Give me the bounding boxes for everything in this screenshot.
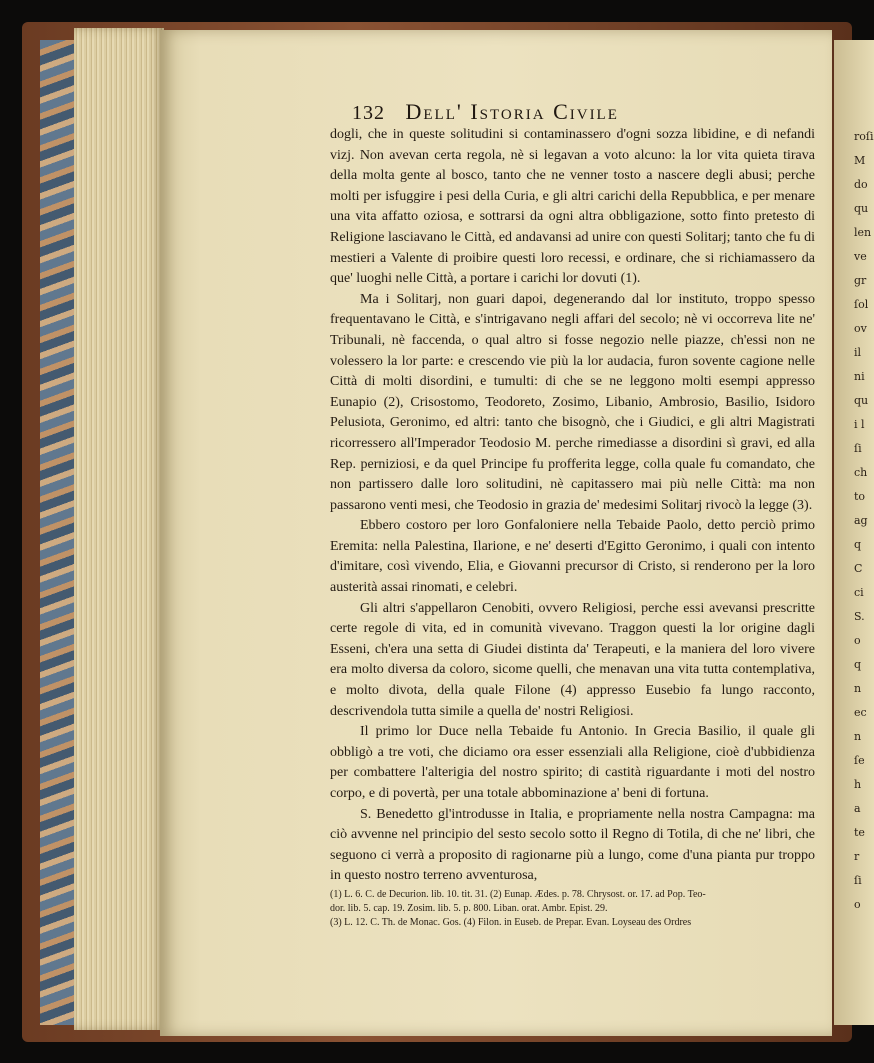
paragraph: Ebbero costoro per loro Gonfaloniere nella Tebaide Paolo, detto perciò primo Eremita: nella Palestina, Ilarione, e ne' deserti d'Egitto Geronimo, i quali con intento d'imitare, così vivendo, Elia, e Giovanni precursor di Cristo, si renderono per la loro austerità assai rinomati, e celebri. xyxy=(330,518,815,596)
facing-page-fragment: ve xyxy=(854,250,867,263)
facing-page-fragment: r xyxy=(854,850,860,863)
facing-page-fragment: len xyxy=(854,226,872,239)
facing-page-fragment: ni xyxy=(854,370,865,383)
facing-page-fragment: o xyxy=(854,898,861,911)
facing-page-fragment: C xyxy=(854,562,863,575)
paragraph: Il primo lor Duce nella Tebaide fu Antonio. In Grecia Basilio, il quale gli obbligò a tre voti, che diciamo ora esser essenziali alla Religione, cioè d'ubbidienza per combattere l'alterigia del nostro spirito; di castità riguardante i moti del nostro corpo, e di povertà, per una totale abbominazione a' beni di fortuna. xyxy=(330,724,815,801)
facing-page-fragment: M xyxy=(854,154,866,167)
paragraph: Gli altri s'appellaron Cenobiti, ovvero Religiosi, perche essi avevansi prescritte certe regole di vita, ed in comunità vivevano. Traggon questi la lor origine dagli Esseni, ch'era una setta di Giudei distinta da' Terapeuti, e la maniera del loro vivere era molto diversa da coloro, sicome quelli, che menavan una vita tutta contemplativa, e molto divota, della quale Filone (4) appresso Eusebio fa lungo racconto, descrivendola tutta simile a quella de' nostri Religiosi. xyxy=(330,600,815,719)
facing-page-fragment: ov xyxy=(854,322,867,335)
facing-page-fragment: do xyxy=(854,178,868,191)
footnote-line: dor. lib. 5. cap. 19. Zosim. lib. 5. p. 800. Liban. orat. Ambr. Epist. 29. xyxy=(330,903,608,914)
facing-page-fragment: ag xyxy=(854,514,868,527)
footnotes xyxy=(330,888,820,930)
body-text xyxy=(330,125,815,887)
facing-page-fragment: o xyxy=(854,634,861,647)
facing-page-fragment: qu xyxy=(854,202,869,215)
facing-page-fragment: te xyxy=(854,826,865,839)
facing-page-fragment: ſe xyxy=(854,754,865,767)
footnote-line: (1) L. 6. C. de Decurion. lib. 10. tit. 31. (2) Eunap. Ædes. p. 78. Chrysost. or. 17. ad Pop. Teo- xyxy=(330,889,706,900)
facing-page-fragment: q xyxy=(854,658,862,671)
running-title: Dell' Istoria Civile xyxy=(405,99,619,124)
facing-page-fragment: ci xyxy=(854,586,864,599)
facing-page-fragment: gr xyxy=(854,274,867,287)
facing-page-fragment: a xyxy=(854,802,861,815)
facing-page-edge xyxy=(834,40,874,1025)
paragraph: dogli, che in queste solitudini si contaminassero d'ogni sozza libidine, e di nefandi vizj. Non avevan certa regola, nè si legavan a voto alcuno: la lor vita quieta tirava della molta gente al bosco, tanto che ne venner tosto a nascere degli abusi; perche molti per isfuggire i pesi della Curia, e gli altri carichi della Repubblica, e per menare una vita affatto oziosa, e sottrarsi da ogni altra obbligazione, sotto finto pretesto di Religione lasciavano le Città, ed andavansi ad unire con questi Solitarj; tanto che fu di mestieri a Valente di proibire questi loro recessi, e ordinare, che si richiamassero da que' luoghi nelle Città, a portare i carichi lor dovuti (1). xyxy=(330,127,815,287)
facing-page-fragment: h xyxy=(854,778,862,791)
facing-page-fragment: ſi xyxy=(854,874,862,887)
facing-page-fragment: ſi xyxy=(854,442,862,455)
paragraph: S. Benedetto gl'introdusse in Italia, e propriamente nella nostra Campagna: ma ciò avvenne nel principio del sesto secolo sotto il Regno di Totila, di che ne' libri, che seguono ci verrà a proposito di ragionarne più a lungo, come d'una pianta pur troppo in questo nostro terreno avventurosa, xyxy=(330,806,815,884)
facing-page-fragment: i l xyxy=(854,418,865,431)
facing-page-fragment: ec xyxy=(854,706,867,719)
facing-page-fragment: roſi xyxy=(854,130,874,143)
page-number: 132 xyxy=(352,102,385,124)
facing-page-fragment: ch xyxy=(854,466,868,479)
facing-page-fragment: S. xyxy=(854,610,865,623)
facing-page-fragment: q xyxy=(854,538,862,551)
facing-page-fragment: il xyxy=(854,346,862,359)
facing-page-fragment: ſol xyxy=(854,298,869,311)
paragraph: Ma i Solitarj, non guari dapoi, degenerando dal lor instituto, troppo spesso frequentavano le Città, e s'intrigavano negli affari del secolo; nè vi occorreva lite ne' Tribunali, nè faccenda, o qual altro si fosse negozio nelle piazze, ch'essi non ne volessero la lor parte: e crescendo vie più la lor audacia, furon sovente cagione nelle Città di molti disordini, e tumulti: di che se ne leggono molti esempi appresso Eunapio (2), Crisostomo, Teodoreto, Zosimo, Libanio, Ambrosio, Basilio, Isidoro Pelusiota, Geronimo, ed altri: tanto che bisognò, che i Giudici, e gli altri Magistrati ricorressero all'Imperador Teodosio M. perche rimediasse a disordini sì gravi, ed alla Rep. perniziosi, e da quel Principe fu profferita legge, colla quale fu comandato, che non partissero dalle loro solitudini, nè capitassero mai più nelle Città: ma non passarono venti mesi, che Teodosio in grazia de' medesimi Solitarj rivocò la legge (3). xyxy=(330,291,815,513)
page-edges xyxy=(74,28,164,1030)
facing-page-fragment: qu xyxy=(854,394,869,407)
marbled-endpaper xyxy=(40,40,74,1025)
footnote-line: (3) L. 12. C. Th. de Monac. Gos. (4) Filon. in Euseb. de Prepar. Evan. Loyseau des Ordres xyxy=(330,917,692,928)
facing-page-fragment: n xyxy=(854,730,862,743)
facing-page-fragment: n xyxy=(854,682,862,695)
facing-page-fragment: to xyxy=(854,490,866,503)
running-head xyxy=(352,99,619,125)
